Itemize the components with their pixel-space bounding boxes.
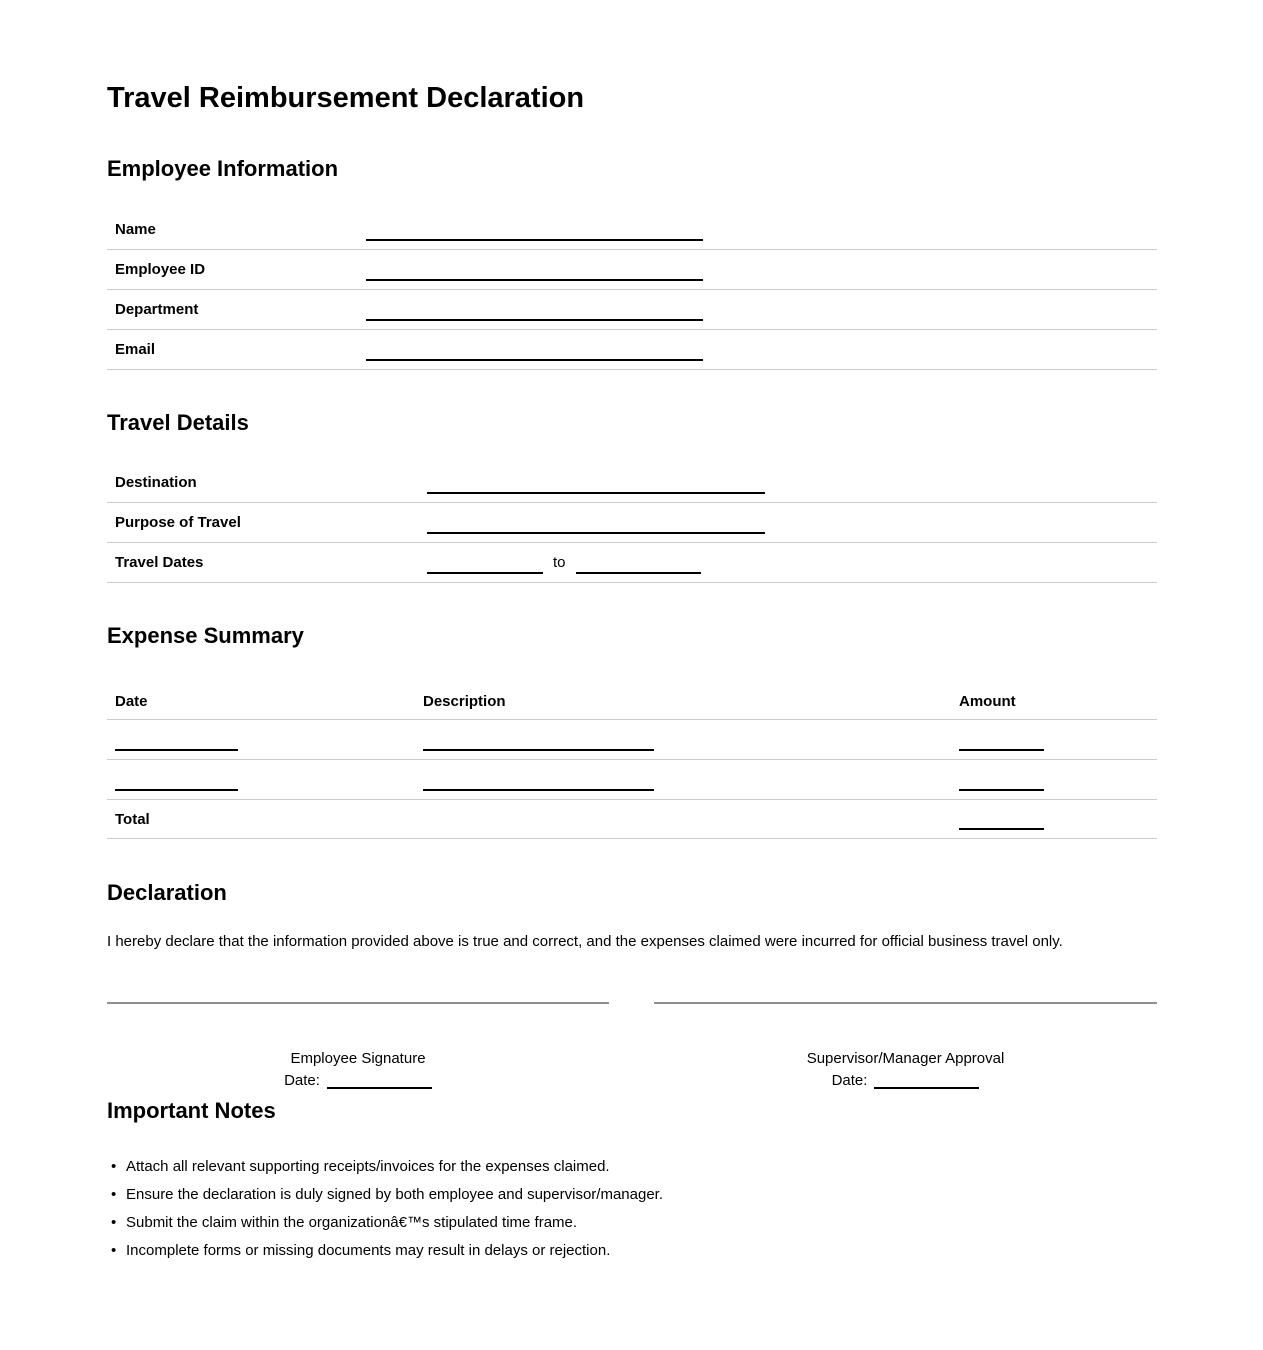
employee-signature-caption: Employee Signature: [290, 1050, 426, 1067]
declaration-heading: Declaration: [107, 880, 227, 905]
travel-dates-label: Travel Dates: [115, 554, 204, 571]
expense-row: [107, 720, 1157, 760]
note-item: • Ensure the declaration is duly signed by both employee and supervisor/manager.: [107, 1181, 1157, 1209]
purpose-of-travel-row: [107, 503, 1157, 543]
signature-section: [107, 1002, 1157, 1089]
amount-column-header: Amount: [959, 692, 1016, 710]
expense-amount-fill-line: [959, 729, 1044, 751]
purpose-of-travel-label: Purpose of Travel: [115, 514, 241, 531]
name-fill-line: [366, 219, 703, 241]
note-item: • Incomplete forms or missing documents may result in delays or rejection.: [107, 1237, 1157, 1265]
expense-description-cell: [415, 729, 951, 751]
document-page: [107, 0, 1157, 1265]
travel-details-table: [107, 463, 1157, 583]
destination-label: Destination: [115, 474, 197, 491]
employee-information-heading: Employee Information: [107, 156, 339, 181]
employee-id-fill-line: [366, 259, 703, 281]
travel-dates-row: [107, 543, 1157, 583]
expense-total-row: [107, 800, 1157, 839]
travel-dates-to-separator: to: [553, 554, 566, 571]
employee-date-label: Date:: [284, 1072, 320, 1089]
expense-description-fill-line: [423, 769, 654, 791]
expense-summary-table: [107, 683, 1157, 839]
total-label: Total: [115, 810, 150, 828]
expense-row: [107, 760, 1157, 800]
important-notes-heading: Important Notes: [107, 1098, 276, 1123]
supervisor-approval-block: [654, 1002, 1157, 1089]
expense-description-cell: [415, 769, 951, 791]
employee-name-row: [107, 210, 1157, 250]
destination-row: [107, 463, 1157, 503]
employee-id-row: [107, 250, 1157, 290]
employee-signature-block: [107, 1002, 609, 1089]
note-item: • Attach all relevant supporting receipts/invoices for the expenses claimed.: [107, 1153, 1157, 1181]
department-fill-line: [366, 299, 703, 321]
expense-amount-fill-line: [959, 769, 1044, 791]
note-item: • Submit the claim within the organizationâ€™s stipulated time frame.: [107, 1209, 1157, 1237]
supervisor-approval-caption: Supervisor/Manager Approval: [806, 1050, 1005, 1067]
name-label: Name: [115, 221, 156, 238]
travel-date-from-fill-line: [427, 552, 543, 574]
important-notes-list: [107, 1153, 1157, 1265]
expense-description-fill-line: [423, 729, 654, 751]
expense-table-header-row: [107, 683, 1157, 720]
expense-date-fill-line: [115, 769, 238, 791]
employee-signature-date-row: [107, 1072, 609, 1089]
expense-summary-heading: Expense Summary: [107, 623, 304, 648]
page-title: Travel Reimbursement Declaration: [107, 82, 585, 114]
purpose-of-travel-fill-line: [427, 512, 765, 534]
expense-date-cell: [107, 729, 415, 751]
description-column-header: Description: [423, 692, 506, 710]
expense-date-fill-line: [115, 729, 238, 751]
travel-date-to-fill-line: [576, 552, 701, 574]
date-column-header: Date: [115, 692, 148, 710]
email-label: Email: [115, 341, 156, 358]
expense-amount-cell: [951, 769, 1181, 791]
employee-information-table: [107, 210, 1157, 370]
supervisor-date-label: Date:: [831, 1072, 868, 1089]
expense-amount-cell: [951, 729, 1181, 751]
declaration-text: I hereby declare that the information provided above is true and correct, and the expenses claimed were incurred for official business travel only.: [107, 933, 1063, 950]
supervisor-approval-date-row: [654, 1072, 1157, 1089]
email-fill-line: [366, 339, 703, 361]
total-amount-cell: [951, 808, 1181, 830]
total-amount-fill-line: [959, 808, 1044, 830]
expense-date-cell: [107, 769, 415, 791]
employee-id-label: Employee ID: [115, 261, 206, 278]
destination-fill-line: [427, 472, 765, 494]
department-label: Department: [115, 301, 199, 318]
email-row: [107, 330, 1157, 370]
department-row: [107, 290, 1157, 330]
travel-details-heading: Travel Details: [107, 410, 249, 435]
employee-date-fill-line: [327, 1081, 432, 1089]
supervisor-date-fill-line: [874, 1081, 979, 1089]
